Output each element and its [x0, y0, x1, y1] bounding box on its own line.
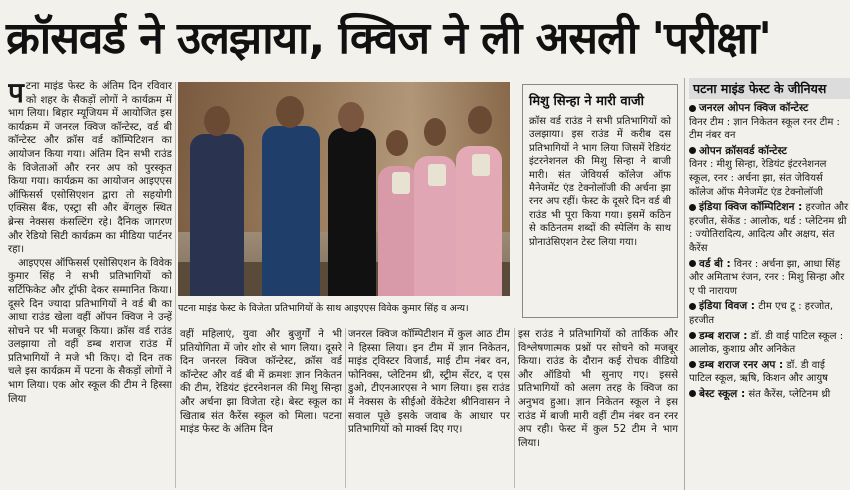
sidebar-title: पटना माइंड फेस्ट के जीनियस	[689, 78, 850, 99]
bullet-icon	[689, 147, 696, 154]
sidebar-entry: वर्ड बी : विनर : अर्चना झा, आधा सिंह और अमिताभ रंजन, रनर : मिशु सिन्हा और ए पी नारायण	[689, 257, 845, 297]
boxed-story-title: मिशु सिन्हा ने मारी वाजी	[529, 94, 645, 109]
sidebar-entry: इंडिया विवज : टीम एच टू : हरजोत, हरजीत	[689, 300, 834, 326]
article-column-4: इस राउंड ने प्रतिभागियों को तार्किक और विश्लेषणात्मक प्रश्नों पर सोचने को मजबूर किया। राउंड के दौरान कई रोचक वीडियो और ऑडियो भी सुनाए गए। इससे प्रतिभागियों को अलग तरह के क्विज का अनुभव हुआ। ज्ञान निकेतन स्कूल ने इस राउंड में बाजी मारी वहीं टीम नंबर वन रनर अप रही। फेस्ट में कुल 52 टीम ने भाग लिया।	[518, 329, 678, 449]
winners-sidebar	[684, 78, 850, 490]
sidebar-entry: जनरल ओपन क्विज कॉन्टेस्ट विनर टीम : ज्ञान निकेतन स्कूल रनर टीम : टीम नंबर वन	[689, 102, 840, 142]
sidebar-entry: डम्ब शराज : डॉ. डी वाई पाटिल स्कूल : आलोक, कुशाग्र और अनिकेत	[689, 329, 844, 356]
bullet-icon	[689, 105, 696, 112]
bullet-icon	[689, 303, 696, 310]
boxed-story	[522, 84, 678, 318]
bullet-icon	[689, 390, 696, 397]
winners-photo	[178, 82, 510, 296]
article-column-1	[8, 80, 172, 488]
drop-cap: प	[8, 80, 24, 109]
headline: क्रॉसवर्ड ने उलझाया, क्विज ने ली असली 'परीक्षा'	[6, 13, 771, 64]
paragraph-2: आइएएस ऑफिसर्स एसोसिएशन के विवेक कुमार सिंह ने सभी प्रतिभागियों को सर्टिफिकेट और ट्रॉफी देकर सम्मानित किया। दूसरे दिन ज्यादा प्रतिभागियों ने वर्ड बी का आधा राउंड खेला वहीं ऑपन क्विज ने उन्हें सोचने पर भी मजबूर किया। क्रॉस वर्ड राउंड उलझाया तो वहीं डम्ब शराज राउंड में प्रतिभागियों ने मजे भी किए। दो दिन तक चले इस कार्यक्रम में पटना के सैकड़ों लोगों ने भाग लिया। एक ओर स्कूल की टीम ने हिस्सा लिया	[8, 257, 172, 405]
sidebar-entry: बेस्ट स्कूल : संत कैरेंस, प्लेटिनम थ्री	[689, 388, 850, 402]
paragraph-1: टना माइंड फेस्ट के अंतिम दिन रविवार को शहर के सैकड़ों लोगों ने कार्यक्रम में भाग लिया। बिहार म्यूजियम में आयोजित इस कार्यक्रम में जनरल क्विज कॉन्टेस्ट, वर्ड बी कॉन्टेस्ट और क्रॉस वर्ड कॉम्पिटिशन का आयोजन किया गया। अंतिम दिन सभी राउंड के विजेताओं और रनर अप को पुरस्कृत किया गया। कार्यक्रम का आयोजन आइएएस ऑफिसर्स एसोसिएशन द्वारा तो सहयोगी एक्सिस बैंक, एस्ट्रा सी और बेंगलुरु स्थित ब्रेन्स नेक्सस कंसल्टिंग रहे। दैनिक जागरण और रेडियो सिटी कार्यक्रम का मीडिया पार्टनर रहा।	[8, 81, 172, 256]
bullet-icon	[689, 332, 696, 339]
sidebar-entry: डम्ब शराज रनर अप : डॉ. डी वाई पाटिल स्कूल, ऋषि, किशन और आयुष	[689, 358, 828, 385]
article-column-3: जनरल क्विज कॉम्पिटीशन में कुल आठ टीम ने हिस्सा लिया। इन टीम में ज्ञान निकेतन, माइंड ट्विस्टर विजार्ड, माई टीम नंबर वन, फोनिक्स, प्लेटिनम थ्री, स्ट्रीम सेंटर, द एस डुओ, टीएनआरएस ने भाग लिया। इस राउंड में नेक्सस के सीईओ वेंकेटेश श्रीनिवासन ने सवाल पूछे इसके जवाब के आधार पर प्रतिभागियों को मार्क्स दिए गए।	[348, 329, 510, 436]
bullet-icon	[689, 361, 696, 368]
photo-caption: पटना माइंड फेस्ट के विजेता प्रतिभागियों के साथ आइएएस विवेक कुमार सिंह व अन्य।	[178, 303, 469, 314]
bullet-icon	[689, 260, 696, 267]
article-column-2: वहीं महिलाएं, युवा और बुजुर्गों ने भी प्रतियोगिता में जोर शोर से भाग लिया। दूसरे दिन जनरल क्विज कॉन्टेस्ट, क्रॉस वर्ड कॉन्टेस्ट और वर्ड बी में क्रमशः ज्ञान निकेतन की टीम, रेडियंट इंटरनेशनल की मिशु सिन्हा और अर्चना झा विजेता रहे। बेस्ट स्कूल का खिताब संत कैरेंस स्कूल को मिला। पटना माइंड फेस्ट के अंतिम दिन	[180, 329, 342, 436]
sidebar-entry: इंडिया क्विज कॉम्पिटिशन : हरजोत और हरजीत, सेकेंड : आलोक, थर्ड : प्लेटिनम थ्री : ज्योतिरादित्य, आदित्य और अक्षय, संत कैरेंस	[689, 201, 849, 254]
boxed-story-text: क्रॉस वर्ड राउंड ने सभी प्रतिभागियों को उलझाया। इस राउंड में करीब दस प्रतिभागियों ने भाग लिया जिसमें रेडियंट इंटरनेशनल की मिशु सिन्हा ने बाजी मारी। संत जेवियर्स कॉलेज ऑफ मैनेजमेंट एंड टेक्नोलॉजी की अर्चना झा रनर अप रहीं। फेस्ट के दूसरे दिन वर्ड बी राउंड भी पूरा किया गया। इसमें कठिन से कठिनतम शब्दों की स्पेलिंग के साथ प्रोनाउंसिएशन टेस्ट लिया गया।	[529, 116, 671, 248]
bullet-icon	[689, 204, 696, 211]
sidebar-entry: ओपन क्रॉसवर्ड कॉन्टेस्ट विनर : मीशु सिन्हा, रेडियंट इंटरनेशनल स्कूल, रनर : अर्चना झा, संत जेवियर्स कॉलेज ऑफ मैनेजमेंट एंड टेक्नोलॉजी	[689, 144, 827, 198]
